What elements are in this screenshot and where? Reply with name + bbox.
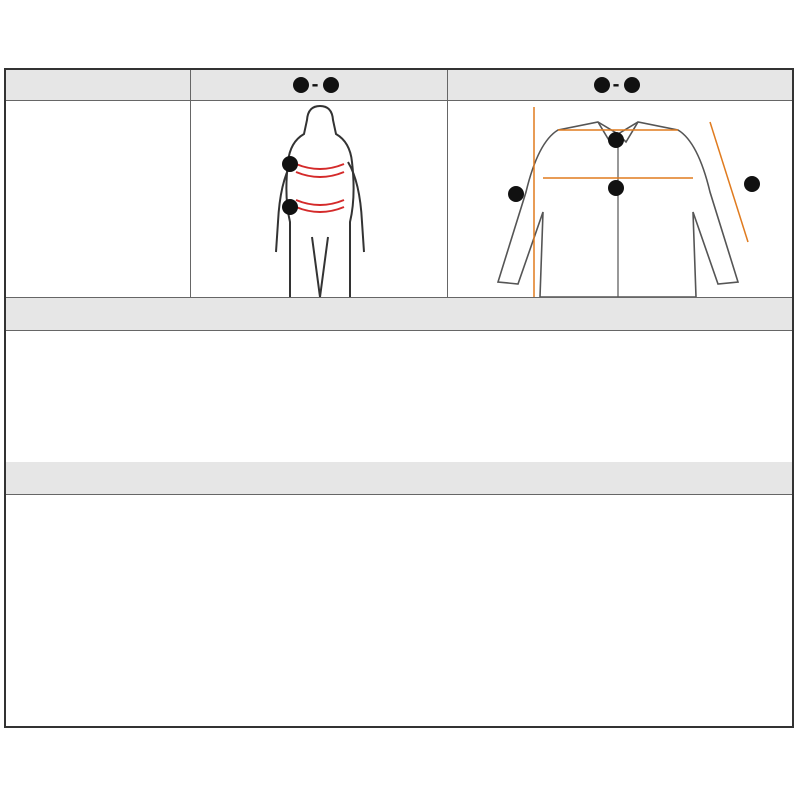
body-measurements-band — [6, 298, 792, 331]
body-figure-icon — [192, 102, 447, 297]
size-chart-title — [6, 70, 191, 101]
measure-body-header — [191, 70, 448, 101]
body-figure-cell — [191, 101, 448, 298]
how-to-measure-label — [6, 101, 191, 298]
marker-6-icon — [744, 176, 760, 192]
marker-2-icon — [282, 199, 298, 215]
marker-1-icon — [282, 156, 298, 172]
header-row — [6, 70, 792, 101]
clothing-measurements-title — [6, 462, 792, 495]
range-dash: - — [311, 75, 319, 95]
clothing-measurements-band — [6, 462, 792, 495]
measure-clothing-header — [448, 70, 792, 101]
notes-section — [6, 625, 792, 637]
marker-4-icon — [608, 180, 624, 196]
body-measurements-title — [6, 298, 792, 331]
shirt-figure-cell — [448, 101, 792, 298]
marker-icon — [323, 77, 339, 93]
size-chart-table — [4, 68, 794, 728]
marker-icon — [624, 77, 640, 93]
shirt-figure-icon — [448, 102, 792, 297]
marker-5-icon — [508, 186, 524, 202]
marker-3-icon — [608, 132, 624, 148]
illustration-row — [6, 101, 792, 298]
range-dash: - — [612, 75, 620, 95]
marker-icon — [594, 77, 610, 93]
marker-icon — [293, 77, 309, 93]
